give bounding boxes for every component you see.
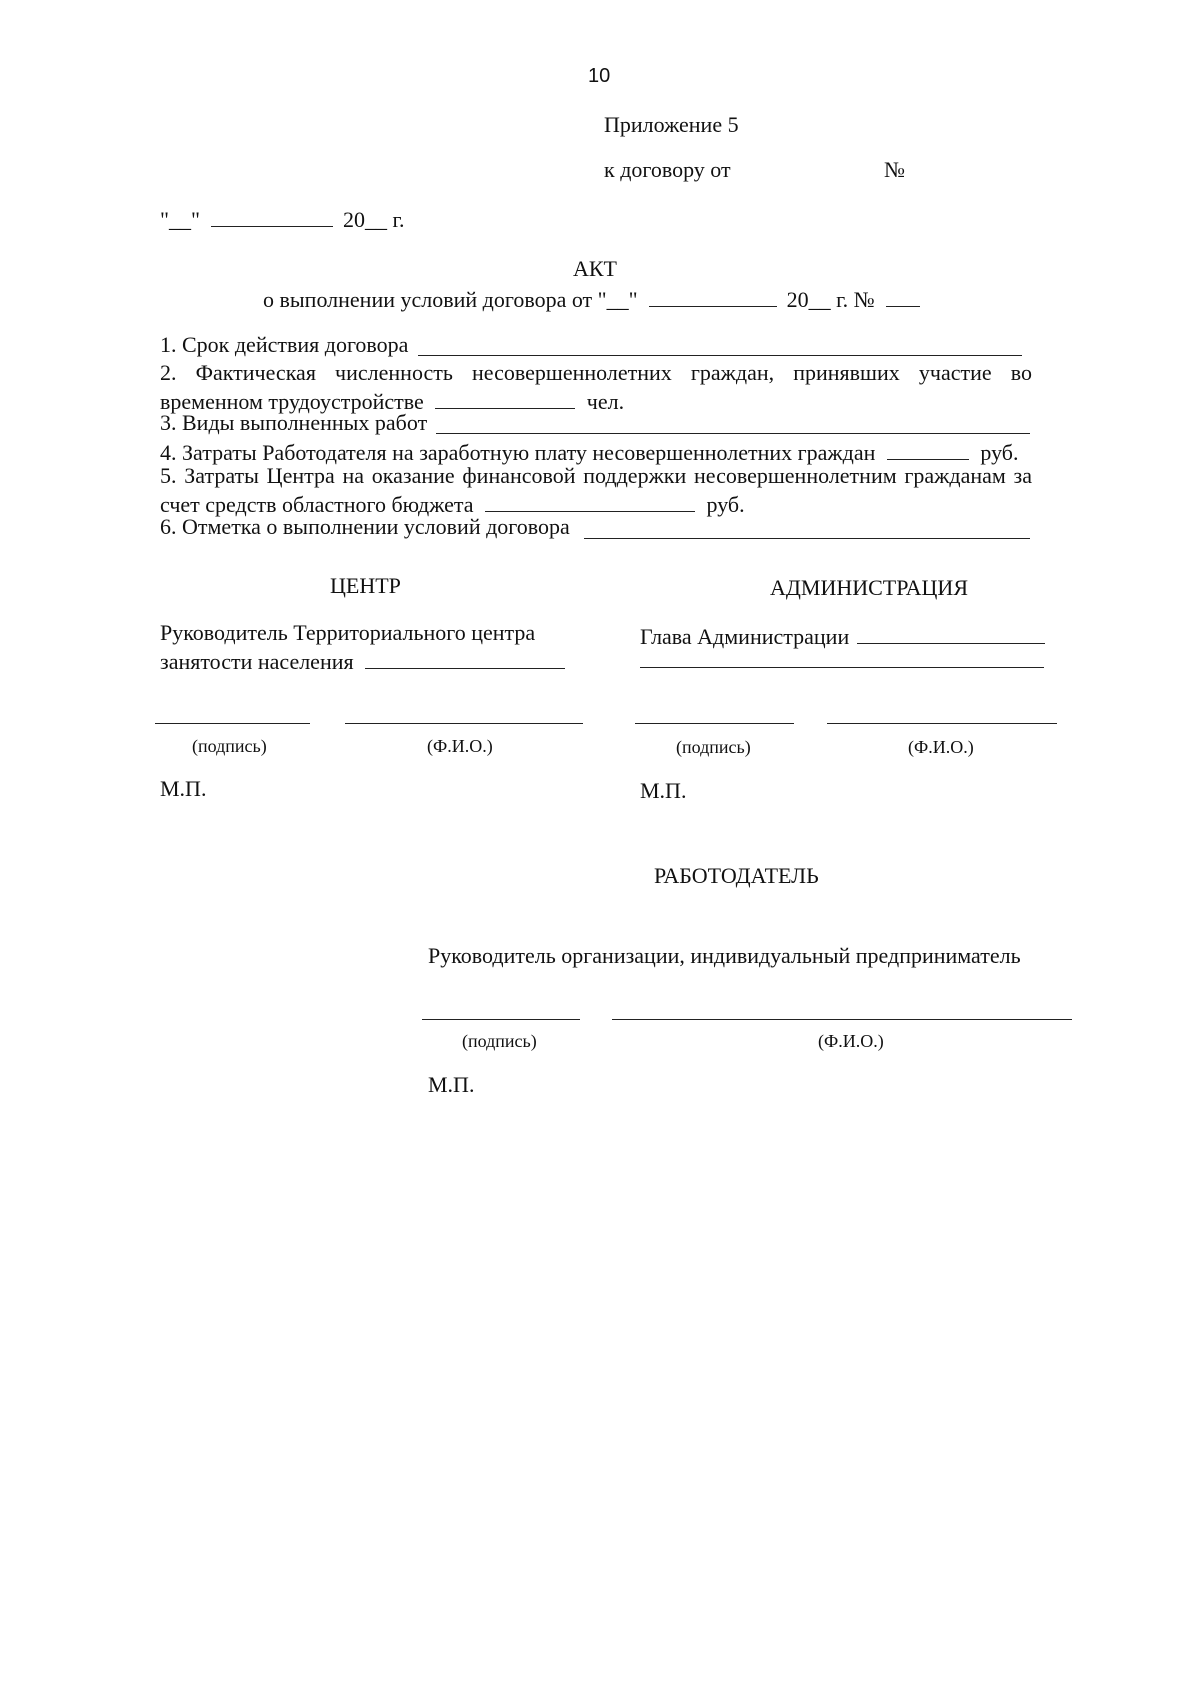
- item-5-unit: руб.: [706, 491, 745, 517]
- administration-heading: АДМИНИСТРАЦИЯ: [770, 575, 968, 600]
- center-name-label: (Ф.И.О.): [427, 736, 493, 756]
- administration-role-label: Глава Администрации: [640, 623, 850, 649]
- employer-name-label: (Ф.И.О.): [818, 1031, 884, 1051]
- item-4-amount-blank: [887, 438, 969, 460]
- item-6-blank: [584, 538, 1030, 539]
- administration-stamp: М.П.: [640, 778, 687, 803]
- appendix-title: Приложение 5: [604, 112, 739, 137]
- administration-name-line: [827, 723, 1057, 724]
- item-2-unit: чел.: [586, 388, 625, 414]
- act-month-blank: [649, 285, 777, 307]
- employer-stamp: М.П.: [428, 1072, 475, 1097]
- administration-role-blank: [857, 622, 1045, 644]
- date-day-quote: "__": [160, 206, 200, 232]
- administration-second-line: [640, 667, 1044, 668]
- administration-signature-label: (подпись): [676, 737, 751, 757]
- contract-number-sign: №: [884, 157, 905, 182]
- act-subtitle-start: о выполнении условий договора от "__": [263, 286, 638, 312]
- item-5-amount-blank: [485, 490, 695, 512]
- employer-signature-label: (подпись): [462, 1031, 537, 1051]
- item-1-label: 1. Срок действия договора: [160, 332, 409, 357]
- contract-reference: к договору от: [604, 157, 731, 182]
- employer-signature-line: [422, 1019, 580, 1020]
- employer-role: Руководитель организации, индивидуальный предприниматель: [428, 943, 1021, 968]
- date-year: 20__ г.: [342, 206, 405, 232]
- date-line: [160, 205, 405, 231]
- date-month-blank: [211, 205, 333, 227]
- item-3-blank: [436, 433, 1030, 434]
- item-2-count-blank: [435, 387, 575, 409]
- item-2-line-2-label: временном трудоустройстве: [160, 388, 424, 414]
- act-subtitle: [263, 285, 920, 311]
- item-2-line-2: [160, 387, 624, 413]
- center-signature-line: [155, 723, 310, 724]
- act-title: АКТ: [573, 256, 617, 281]
- item-4-label: 4. Затраты Работодателя на заработную плату несовершеннолетних граждан: [160, 439, 876, 465]
- administration-name-label: (Ф.И.О.): [908, 737, 974, 757]
- item-4-line: [160, 438, 1019, 464]
- item-5-line-1: 5. Затраты Центра на оказание финансовой поддержки несовершеннолетним гражданам за: [160, 463, 1032, 488]
- act-number-blank: [886, 285, 920, 307]
- administration-signature-line: [635, 723, 794, 724]
- employer-name-line: [612, 1019, 1072, 1020]
- item-2-line-1: 2. Фактическая численность несовершеннолетних граждан, принявших участие во: [160, 360, 1032, 385]
- item-3-label: 3. Виды выполненных работ: [160, 410, 428, 435]
- item-1-blank: [418, 355, 1022, 356]
- center-role-line-1: Руководитель Территориального центра: [160, 620, 536, 645]
- administration-role-line: [640, 622, 1045, 648]
- item-4-unit: руб.: [980, 439, 1019, 465]
- center-role-line-2-label: занятости населения: [160, 648, 354, 674]
- center-role-line-2: [160, 647, 565, 673]
- page-number: 10: [588, 65, 611, 87]
- item-5-line-2: [160, 490, 745, 516]
- item-5-line-2-label: счет средств областного бюджета: [160, 491, 474, 517]
- employer-heading: РАБОТОДАТЕЛЬ: [654, 863, 819, 888]
- item-6-label: 6. Отметка о выполнении условий договора: [160, 514, 570, 539]
- act-subtitle-year: 20__ г. №: [786, 286, 875, 312]
- center-name-line: [345, 723, 583, 724]
- center-heading: ЦЕНТР: [330, 573, 401, 598]
- center-signature-label: (подпись): [192, 736, 267, 756]
- center-stamp: М.П.: [160, 776, 207, 801]
- center-role-blank: [365, 647, 565, 669]
